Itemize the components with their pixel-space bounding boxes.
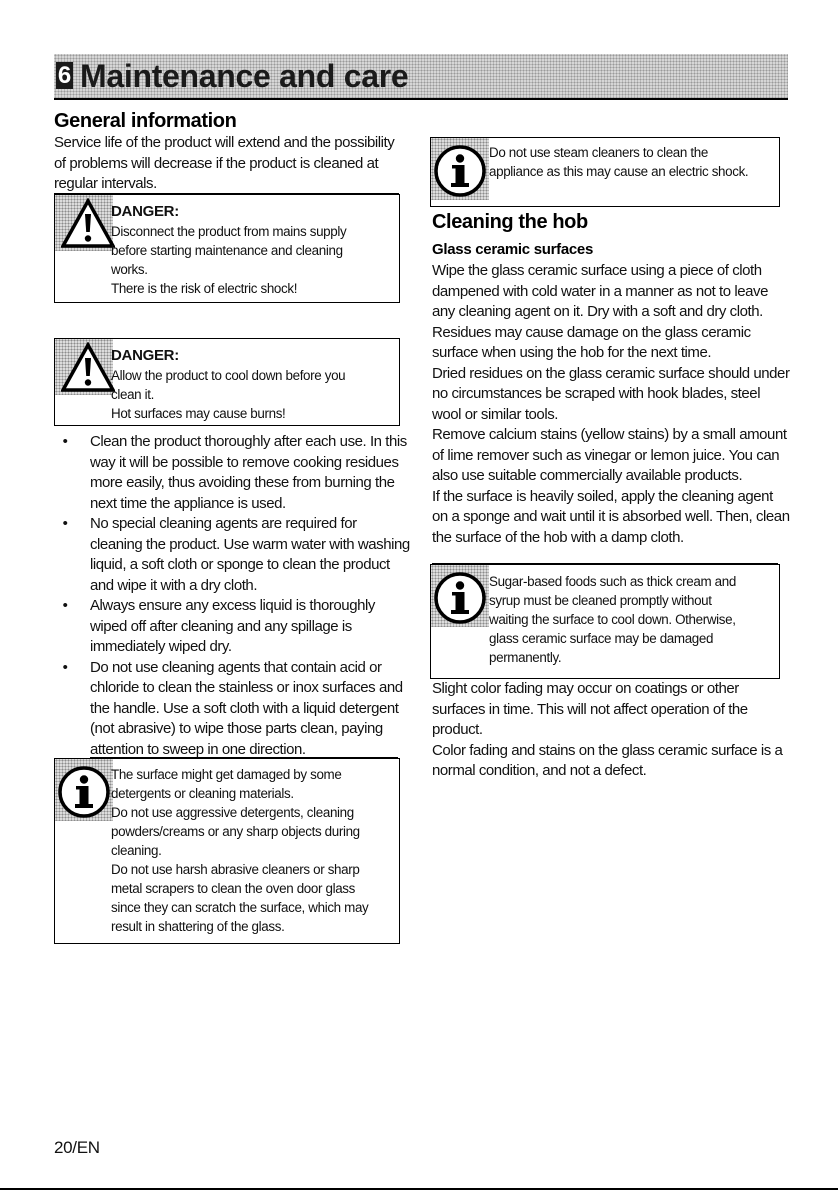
bullet-icon: •: [62, 433, 68, 450]
section-title: Maintenance and care: [80, 58, 409, 94]
danger-box-mains: [54, 194, 400, 303]
glass-ceramic-heading: Glass ceramic surfaces: [432, 241, 594, 258]
list-item: • No special cleaning agents are required for cleaning the product. Use warm water with washing liquid, a soft cloth or sponge to clean the product and wipe it with a dry cloth.: [54, 514, 410, 596]
general-intro: Service life of the product will extend and the possibility of problems will decrease if the product is cleaned at regular intervals.: [54, 134, 395, 192]
cleaning-bullet-list: [54, 432, 410, 760]
danger-text-cont: works. There is the risk of electric shock!: [111, 262, 298, 296]
warning-triangle-icon: [61, 342, 115, 392]
danger-box-hot: [54, 338, 400, 426]
danger-text: Disconnect the product from mains supply before starting maintenance and cleaning: [111, 224, 347, 258]
info-text: Sugar-based foods such as thick cream and syrup must be cleaned promptly without waiting the surface to cool down. Otherwise, glass ceramic surface may be damaged permanently.: [489, 574, 736, 665]
list-item: • Always ensure any excess liquid is thoroughly wiped off after cleaning and any spillage is immediately wiped dry.: [54, 596, 410, 658]
list-item: • Do not use cleaning agents that contain acid or chloride to clean the stainless or inox surfaces and the handle. Use a soft cloth with a liquid detergent (not abrasive) to wipe those parts clean, paying attention to sweep in one direction.: [54, 658, 410, 761]
info-box-surface: [54, 758, 400, 944]
page-number: 20/EN: [54, 1138, 100, 1157]
bullet-icon: •: [62, 515, 68, 532]
glass-ceramic-text: Wipe the glass ceramic surface using a piece of cloth dampened with cold water in a manner as not to leave any cleaning agent on it. Dry with a soft and dry cloth. Residues may cause damage on the glass ceramic surface when using the hob for the next time. Dried residues on the glass ceramic surface should under no circumstances be scraped with hook blades, steel wool or similar tools. Remove calcium stains (yellow stains) by a small amount of lime remover such as vinegar or lemon juice. You can also use suitable commercially available products. If the surface is heavily soiled, apply the cleaning agent on a sponge and wait until it is absorbed well. Then, clean the surface of the hob with a damp cloth.: [432, 262, 790, 546]
danger-title: DANGER:: [111, 203, 179, 220]
danger-title: DANGER:: [111, 347, 179, 364]
info-icon: [433, 571, 487, 625]
info-box-steam: [430, 137, 780, 207]
info-icon: [57, 765, 111, 819]
section-number: 6: [57, 62, 72, 89]
warning-triangle-icon: [61, 198, 115, 248]
general-information-heading: General information: [54, 110, 237, 132]
color-fading-text: Slight color fading may occur on coatings or other surfaces in time. This will not affect operation of the product. Color fading and stains on the glass ceramic surface is a normal condition, and not a defect.: [432, 680, 783, 779]
cleaning-hob-heading: Cleaning the hob: [432, 211, 588, 233]
page-bottom-rule: [0, 1188, 838, 1190]
bullet-icon: •: [62, 658, 68, 676]
info-box-sugar: [430, 564, 780, 679]
info-text: The surface might get damaged by some detergents or cleaning materials. Do not use aggressive detergents, cleaning powders/creams or any sharp objects during cleaning. Do not use harsh abrasive cleaners or sharp metal scrapers to clean the oven door glass since they can scratch the surface, which may result in shattering of the glass.: [111, 767, 369, 934]
bullet-icon: •: [62, 597, 68, 614]
danger-text: Allow the product to cool down before you clean it. Hot surfaces may cause burns!: [111, 368, 346, 421]
section-header-rule: [54, 98, 788, 100]
list-item: • Clean the product thoroughly after each use. In this way it will be possible to remove cooking residues more easily, thus avoiding these from burning the next time the appliance is used.: [54, 432, 410, 514]
info-icon: [433, 144, 487, 198]
info-text: Do not use steam cleaners to clean the appliance as this may cause an electric shock.: [489, 145, 749, 179]
